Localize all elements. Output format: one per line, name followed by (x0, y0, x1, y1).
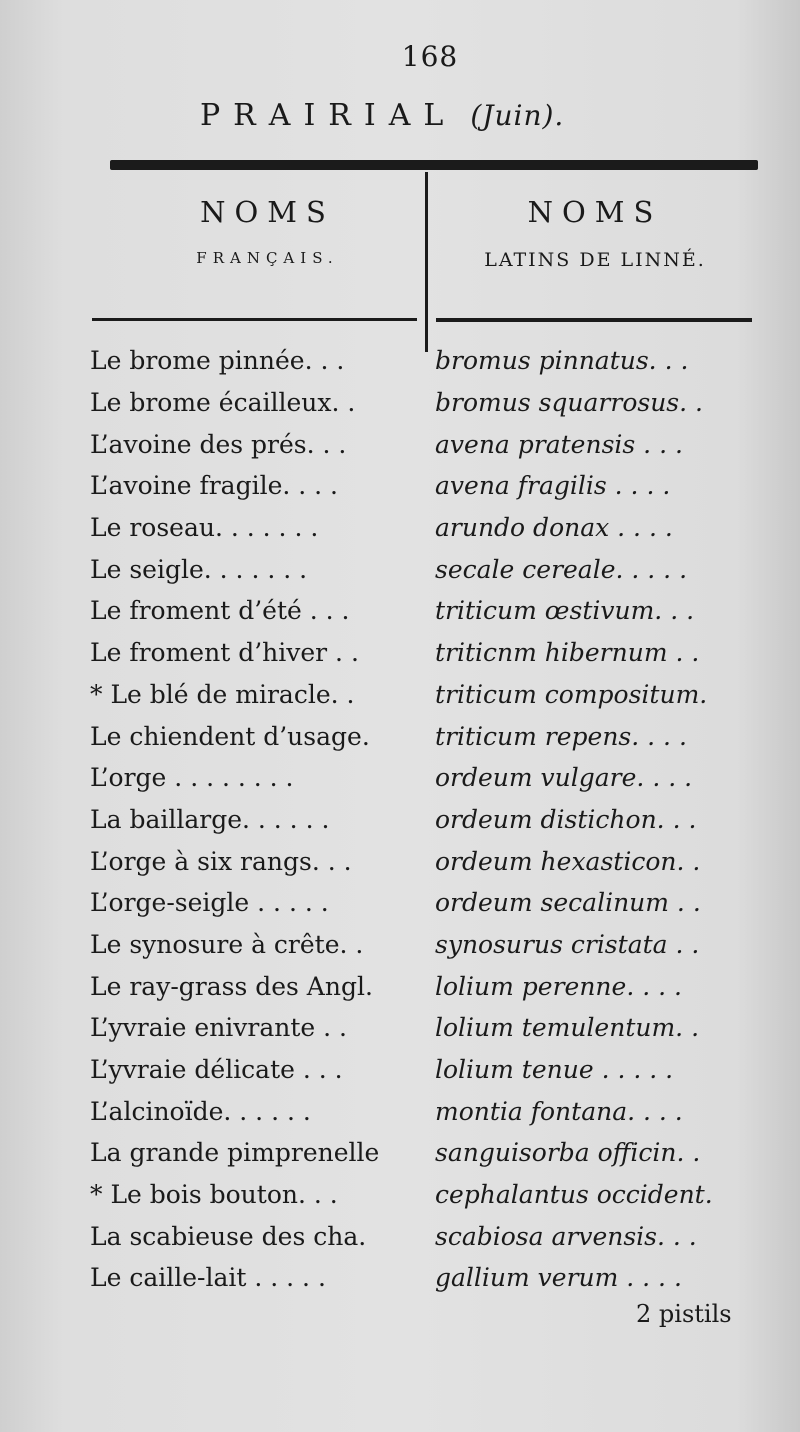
table-row (88, 548, 768, 590)
column-header-left (110, 195, 425, 267)
latin-name: ordeum hexasticon. . (435, 846, 701, 876)
latin-name: montia fontana. . . . (435, 1096, 683, 1126)
french-name: L’alcinoïde. . . . . . (90, 1096, 311, 1126)
french-name: La grande pimprenelle (90, 1138, 380, 1168)
table-row (88, 840, 768, 882)
latin-name: bromus pinnatus. . . (435, 346, 689, 376)
latin-name: ordeum vulgare. . . . (435, 763, 693, 793)
running-head-subtitle: (Juin). (470, 99, 565, 132)
table-row (88, 590, 768, 632)
table-row (88, 632, 768, 674)
french-name: Le brome pinnée. . . (90, 346, 345, 376)
header-rule-left (92, 318, 417, 321)
french-name: La baillarge. . . . . . (90, 804, 330, 834)
latin-name: avena pratensis . . . (435, 429, 683, 459)
french-name: La scabieuse des cha. (90, 1221, 367, 1251)
table-row (88, 1090, 768, 1132)
table-row (88, 924, 768, 966)
running-head (200, 98, 564, 133)
latin-name: lolium temulentum. . (435, 1013, 700, 1043)
latin-name: sanguisorba officin. . (435, 1138, 701, 1168)
latin-name: scabiosa arvensis. . . (435, 1221, 697, 1251)
french-name: Le froment d’hiver . . (90, 638, 359, 668)
table-row (88, 507, 768, 549)
name-table (88, 340, 768, 1299)
french-name: Le roseau. . . . . . . (90, 513, 319, 543)
french-name: L’orge-seigle . . . . . (90, 888, 329, 918)
table-row (88, 1215, 768, 1257)
column-header-right-main: NOMS (527, 195, 663, 229)
french-name: Le froment d’été . . . (90, 596, 350, 626)
table-row (88, 799, 768, 841)
latin-name: lolium tenue . . . . . (435, 1055, 674, 1085)
top-rule (110, 160, 758, 170)
french-name: Le brome écailleux. . (90, 388, 356, 418)
latin-name: triticum œstivum. . . (435, 596, 695, 626)
table-row (88, 965, 768, 1007)
table-row (88, 715, 768, 757)
latin-name: ordeum distichon. . . (435, 804, 697, 834)
table-row (88, 382, 768, 424)
table-row (88, 1174, 768, 1216)
latin-name: synosurus cristata . . (435, 929, 700, 959)
table-row (88, 1049, 768, 1091)
french-name: L’orge . . . . . . . . (90, 763, 294, 793)
latin-name: bromus squarrosus. . (435, 388, 703, 418)
page-number: 168 (401, 40, 459, 73)
table-row (88, 465, 768, 507)
french-name: Le chiendent d’usage. (90, 721, 370, 751)
latin-name: cephalantus occident. (435, 1180, 713, 1210)
column-header-right-sub: LATINS DE LINNÉ. (484, 249, 706, 271)
french-name: Le ray-grass des Angl. (90, 971, 373, 1001)
latin-name: gallium verum . . . . (435, 1263, 682, 1293)
french-name: * Le blé de miracle. . (90, 679, 355, 709)
footer-note: 2 pistils (636, 1300, 732, 1328)
latin-name: arundo donax . . . . (435, 513, 673, 543)
french-name: L’orge à six rangs. . . (90, 846, 352, 876)
french-name: L’yvraie enivrante . . (90, 1013, 347, 1043)
latin-name: triticum compositum. (435, 679, 708, 709)
table-row (88, 1007, 768, 1049)
latin-name: triticnm hibernum . . (435, 638, 700, 668)
column-header-left-sub: FRANÇAIS. (196, 249, 339, 267)
column-header-left-main: NOMS (200, 195, 335, 229)
table-row (88, 882, 768, 924)
table-row (88, 1257, 768, 1299)
french-name: Le seigle. . . . . . . (90, 554, 308, 584)
latin-name: ordeum secalinum . . (435, 888, 701, 918)
table-row (88, 1132, 768, 1174)
latin-name: triticum repens. . . . (435, 721, 687, 751)
header-rule-right (436, 318, 752, 322)
french-name: L’avoine des prés. . . (90, 429, 347, 459)
latin-name: avena fragilis . . . . (435, 471, 671, 501)
table-row (88, 674, 768, 716)
french-name: Le synosure à crête. . (90, 929, 364, 959)
french-name: Le caille-lait . . . . . (90, 1263, 326, 1293)
french-name: * Le bois bouton. . . (90, 1180, 338, 1210)
table-row (88, 757, 768, 799)
french-name: L’yvraie délicate . . . (90, 1055, 343, 1085)
latin-name: secale cereale. . . . . (435, 554, 688, 584)
table-row (88, 423, 768, 465)
table-row (88, 340, 768, 382)
column-header-right (430, 195, 760, 271)
column-divider (425, 172, 428, 352)
latin-name: lolium perenne. . . . (435, 971, 682, 1001)
running-head-title: PRAIRIAL (200, 98, 457, 133)
french-name: L’avoine fragile. . . . (90, 471, 338, 501)
